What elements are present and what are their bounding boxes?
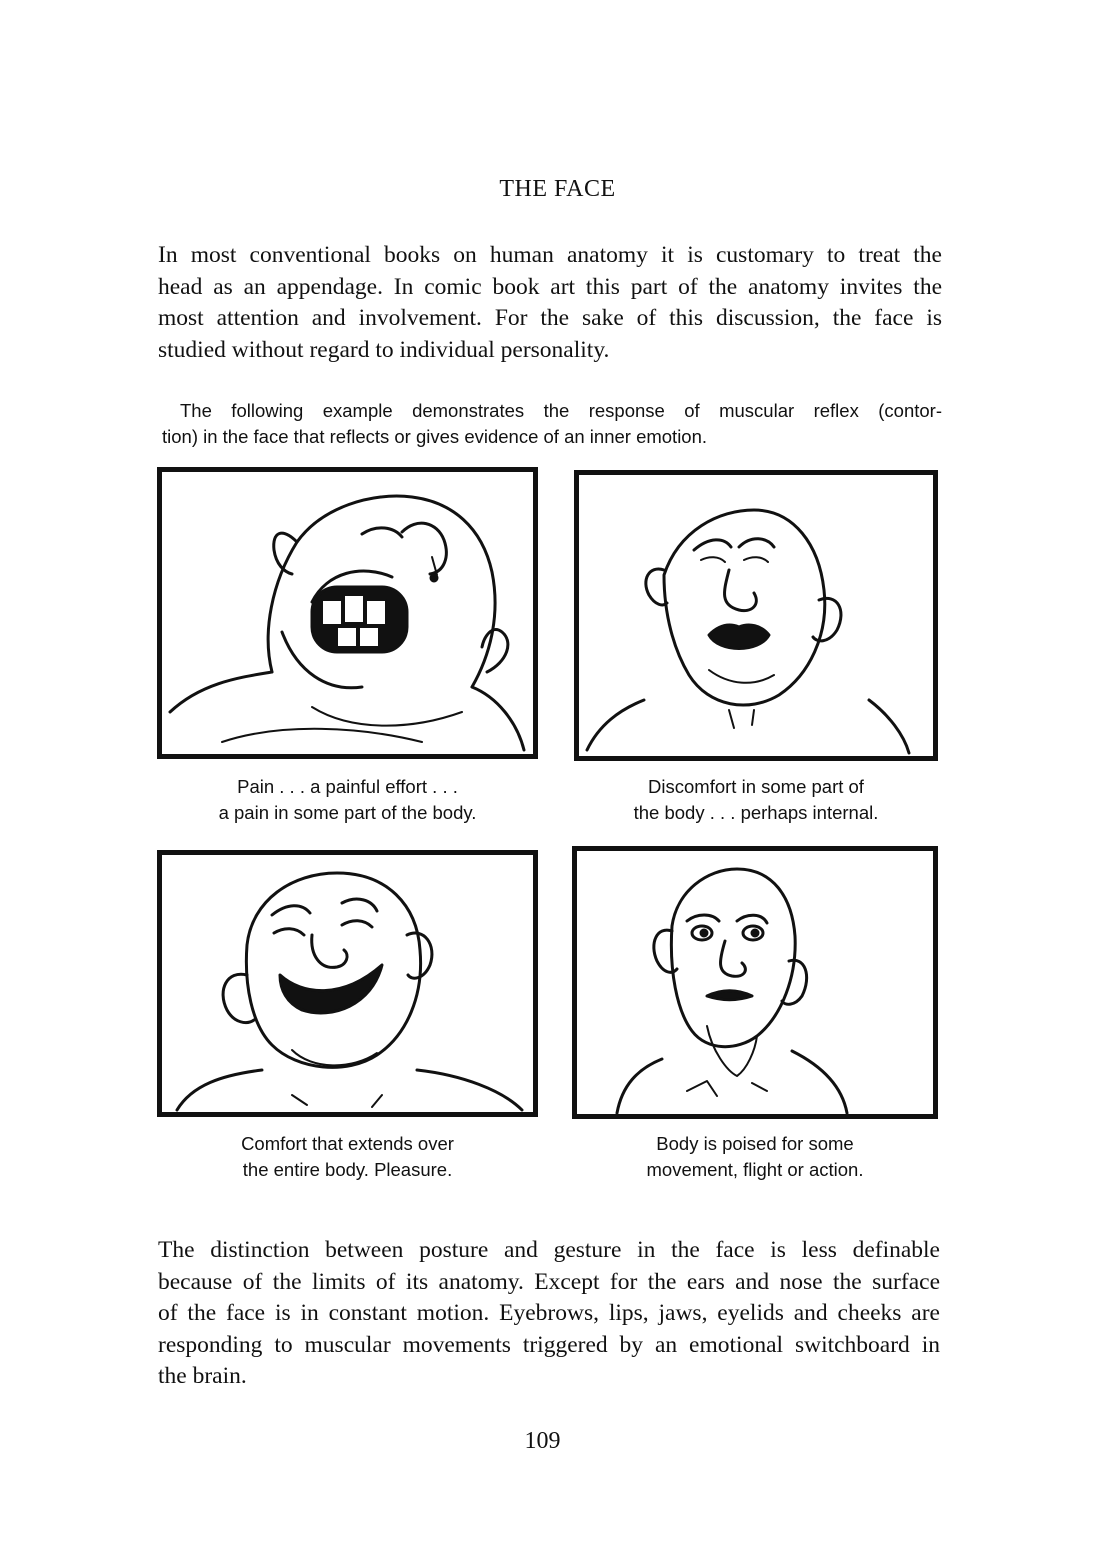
panel-comfort [157, 850, 538, 1117]
panel-discomfort [574, 470, 938, 761]
caption-poised: Body is poised for some movement, flight or action. [646, 1133, 864, 1180]
caption-pain: Pain . . . a painful effort . . . a pain in some part of the body. [218, 776, 477, 823]
panel-pain [157, 467, 538, 759]
intro-paragraph: In most conventional books on human anatomy it is customary to treat the head as an appendage. In comic book art this part of the anatomy invites the most attention and involvement. For the sake of this discussion, the face is studied without regard to individual personality. [158, 242, 942, 363]
panel-poised [572, 846, 938, 1119]
closing-paragraph: The distinction between posture and gesture in the face is less definable because of the limits of its anatomy. Except for the ears and nose the surface of the face is in constant motion. Eyebrows, lips, jaws, eyelids and cheeks are responding to muscular movements triggered by an emotional switchboard in the brain. [158, 1237, 940, 1389]
caption-discomfort: Discomfort in some part of the body . . . perhaps internal. [633, 776, 879, 823]
face-pain-illustration [162, 472, 533, 754]
face-discomfort-illustration [579, 475, 933, 756]
face-comfort-illustration [162, 855, 533, 1112]
page-title: THE FACE [499, 176, 616, 202]
face-poised-illustration [577, 851, 933, 1114]
figure-intro-text: The following example demonstrates the response of muscular reflex (contor- tion) in the face that reflects or gives evidence of an inner emotion. [162, 400, 942, 447]
page-number: 109 [524, 1428, 561, 1454]
caption-comfort: Comfort that extends over the entire body. Pleasure. [241, 1133, 454, 1180]
